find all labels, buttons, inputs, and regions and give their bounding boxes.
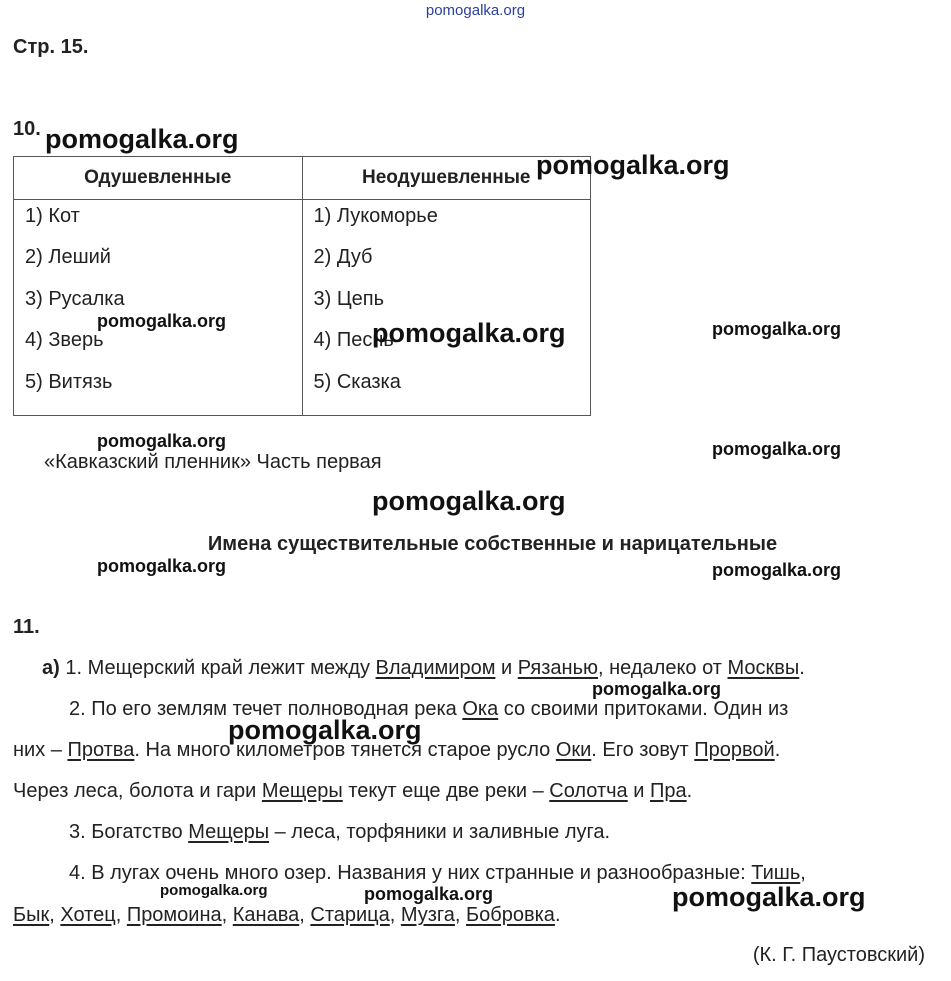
watermark: pomogalka.org xyxy=(97,311,227,331)
text: , xyxy=(299,904,311,926)
list-item: 3) Цепь xyxy=(313,287,385,310)
paragraph-line xyxy=(13,779,941,803)
proper-noun: Тишь xyxy=(751,862,801,884)
text: со своими притоками. Один из xyxy=(498,698,789,720)
paragraph-line xyxy=(13,738,941,762)
list-item: 1) Кот xyxy=(25,205,80,227)
list-item: 4) Песнь xyxy=(313,329,394,352)
page-number: Стр. 15. xyxy=(13,36,89,58)
text: 3. Богатство xyxy=(69,821,189,843)
list-item: 5) Витязь xyxy=(25,370,113,393)
watermark: pomogalka.org xyxy=(97,431,227,451)
text: 4. В лугах очень много озер. Названия у них странные и разнообразные: xyxy=(69,862,752,884)
text: . Его зовут xyxy=(591,739,695,761)
animate-column xyxy=(14,200,303,416)
text: текут еще две реки – xyxy=(342,780,550,802)
proper-noun: Москвы xyxy=(727,657,800,679)
list-item: 2) Леший xyxy=(25,246,111,269)
column-header-animate: Одушевленные xyxy=(14,157,303,200)
list-item: 1) Лукоморье xyxy=(313,205,438,227)
watermark: pomogalka.org xyxy=(372,486,566,516)
proper-noun: Канава xyxy=(232,904,300,926)
list-item: 5) Сказка xyxy=(313,370,401,393)
watermark: pomogalka.org xyxy=(712,560,842,580)
proper-noun: Прорвой xyxy=(694,739,775,761)
text: них – xyxy=(13,739,68,761)
proper-noun: Владимиром xyxy=(375,657,496,679)
text: . xyxy=(774,739,781,761)
proper-noun: Пра xyxy=(649,780,687,802)
site-link[interactable]: pomogalka.org xyxy=(425,2,526,19)
section-heading: Имена существительные собственные и нарицательные xyxy=(207,533,778,555)
text: . xyxy=(686,780,693,802)
text: – леса, торфяники и заливные луга. xyxy=(269,821,611,843)
watermark: pomogalka.org xyxy=(45,124,239,154)
proper-noun: Бык xyxy=(13,904,50,926)
text: и xyxy=(627,780,650,802)
watermark: pomogalka.org xyxy=(160,882,268,899)
noun-table xyxy=(13,156,591,416)
exercise-11-number: 11. xyxy=(13,616,40,638)
list-item: 2) Дуб xyxy=(313,246,373,269)
proper-noun: Бобровка xyxy=(466,904,555,926)
exercise-10-number: 10. xyxy=(13,118,41,140)
paragraph-line xyxy=(13,820,941,844)
text: . На много километров тянется старое русло xyxy=(134,739,556,761)
text: 2. По его землям течет полноводная река xyxy=(69,698,463,720)
text: и xyxy=(495,657,518,679)
watermark: pomogalka.org xyxy=(712,319,842,339)
proper-noun: Протва xyxy=(67,739,135,761)
watermark: pomogalka.org xyxy=(536,150,730,180)
author: (К. Г. Паустовский) xyxy=(752,944,925,966)
watermark: pomogalka.org xyxy=(228,715,422,745)
text: , xyxy=(454,904,467,926)
proper-noun: Ока xyxy=(462,698,499,720)
text: , недалеко от xyxy=(598,657,728,679)
proper-noun: Солотча xyxy=(549,780,628,802)
text: , xyxy=(221,904,233,926)
text: , xyxy=(800,862,806,884)
list-item: 3) Русалка xyxy=(25,287,125,310)
text: , xyxy=(49,904,61,926)
proper-noun: Оки xyxy=(555,739,592,761)
watermark: pomogalka.org xyxy=(712,439,842,459)
part-label: а) xyxy=(42,657,60,679)
watermark: pomogalka.org xyxy=(97,556,227,576)
text: . xyxy=(799,657,805,679)
watermark: pomogalka.org xyxy=(592,679,722,699)
inanimate-column xyxy=(302,200,591,416)
text: , xyxy=(389,904,401,926)
list-item: 4) Зверь xyxy=(25,329,104,352)
text: , xyxy=(115,904,127,926)
proper-noun: Мещеры xyxy=(261,780,343,802)
proper-noun: Старица xyxy=(310,904,390,926)
text: . xyxy=(554,904,561,926)
watermark: pomogalka.org xyxy=(372,318,566,348)
proper-noun: Хотец xyxy=(60,904,116,926)
paragraph-line xyxy=(13,656,941,680)
proper-noun: Мещеры xyxy=(188,821,270,843)
watermark: pomogalka.org xyxy=(672,882,866,912)
text: Через леса, болота и гари xyxy=(13,780,262,802)
subtitle: «Кавказский пленник» Часть первая xyxy=(44,451,382,473)
text: 1. Мещерский край лежит между xyxy=(59,657,376,679)
proper-noun: Промоина xyxy=(126,904,222,926)
column-header-inanimate: Неодушевленные xyxy=(302,157,591,200)
paragraph-line xyxy=(13,697,941,721)
proper-noun: Музга xyxy=(400,904,455,926)
watermark: pomogalka.org xyxy=(364,884,494,904)
proper-noun: Рязанью xyxy=(517,657,599,679)
